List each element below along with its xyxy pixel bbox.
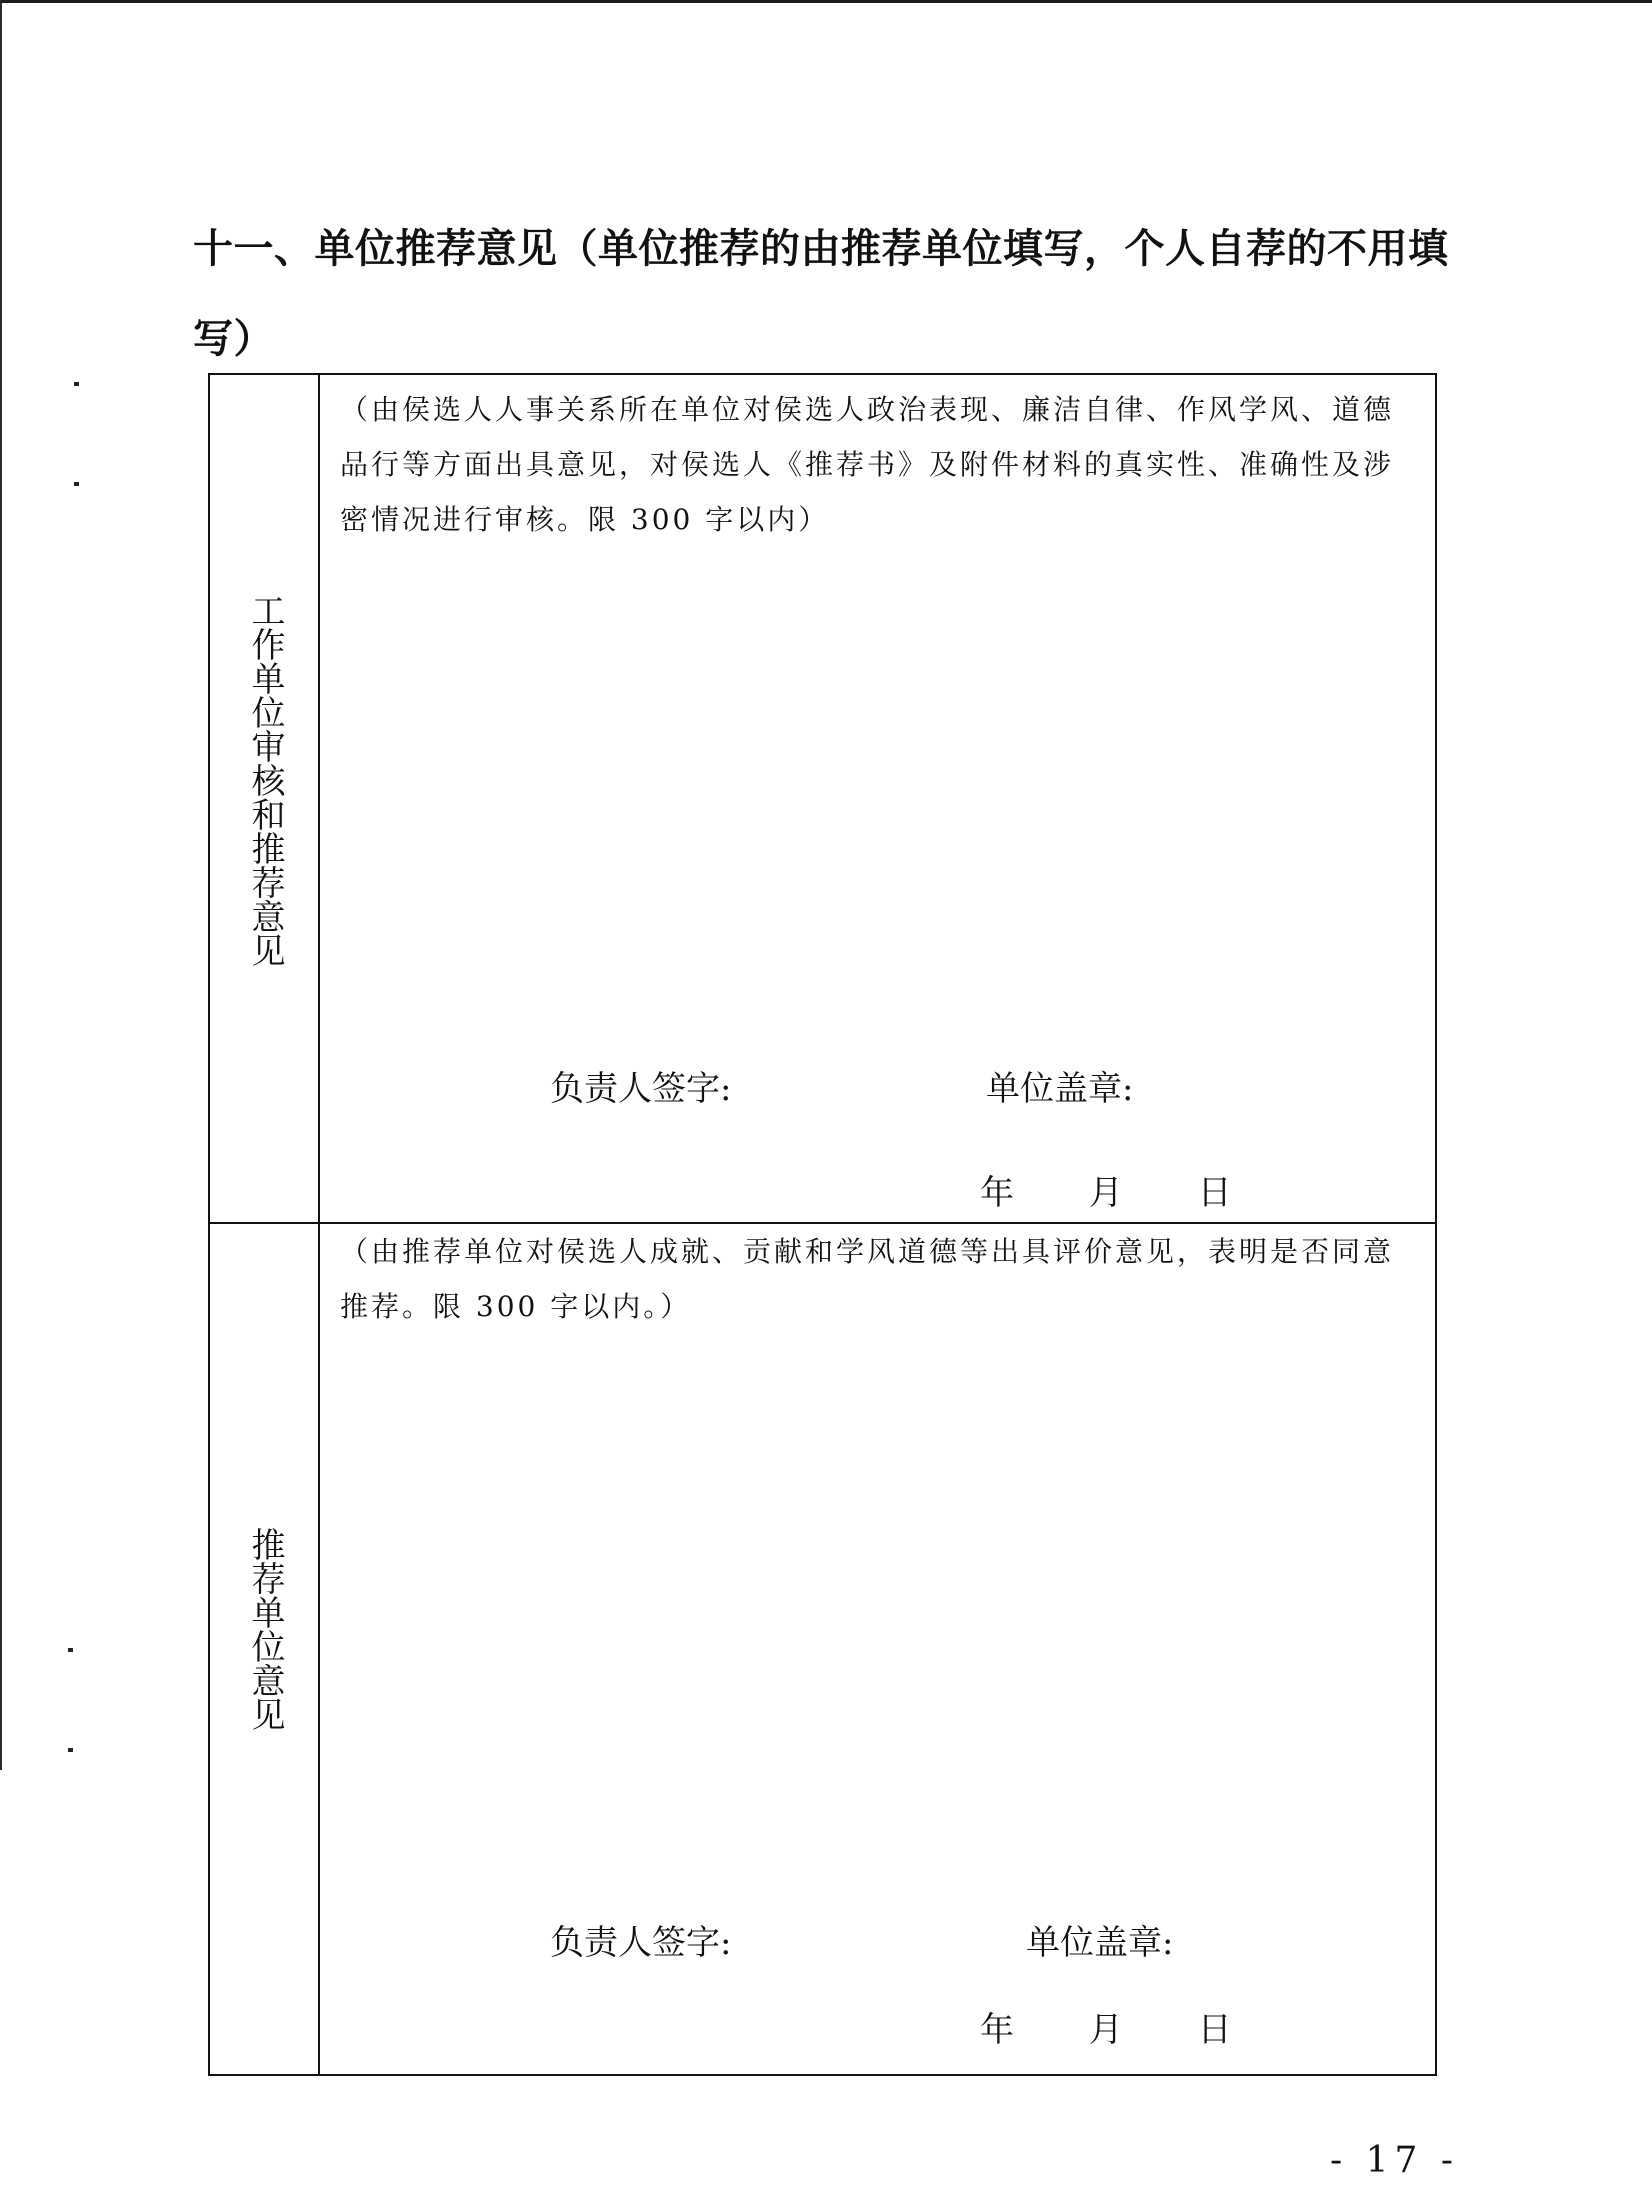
- work-unit-day-label: 日: [1197, 1173, 1232, 1213]
- recommending-unit-day-label: 日: [1197, 2010, 1232, 2050]
- recommending-unit-content-cell[interactable]: [320, 1222, 1435, 2074]
- work-unit-date-row: [980, 1165, 1232, 1214]
- section-title: 十一、单位推荐意见（单位推荐的由推荐单位填写，个人自荐的不用填写）: [193, 226, 1449, 362]
- work-unit-instructions: （由侯选人人事关系所在单位对侯选人政治表现、廉洁自律、作风学风、道德品行等方面出具意见，对侯选人《推荐书》及附件材料的真实性、准确性及涉密情况进行审核。限 300 字以内）: [340, 393, 1395, 536]
- scan-speck: [68, 1748, 73, 1752]
- recommending-unit-signature-label: 负责人签字:: [550, 1923, 732, 1963]
- scan-top-border: [0, 0, 1652, 3]
- page-number: - 17 -: [1330, 2140, 1460, 2181]
- work-unit-label: 工作单位审核和推荐意见: [245, 593, 285, 967]
- scan-speck: [68, 1648, 73, 1652]
- scan-speck: [74, 482, 79, 486]
- work-unit-signature-label: 负责人签字:: [550, 1069, 732, 1109]
- work-unit-seal-label: 单位盖章:: [986, 1069, 1134, 1109]
- scan-speck: [74, 382, 79, 386]
- recommending-unit-instructions: （由推荐单位对侯选人成就、贡献和学风道德等出具评价意见，表明是否同意推荐。限 300 字以内。）: [340, 1235, 1395, 1323]
- recommending-unit-date-row: [980, 2002, 1232, 2051]
- work-unit-month-label: 月: [1088, 1173, 1123, 1213]
- work-unit-label-cell: [210, 375, 320, 1222]
- work-unit-content-cell[interactable]: [320, 375, 1435, 1222]
- work-unit-year-label: 年: [980, 1173, 1014, 1213]
- work-unit-opinion-section: [210, 375, 1435, 1224]
- recommending-unit-opinion-section: [210, 1222, 1435, 2074]
- recommending-unit-label-cell: [210, 1222, 320, 2074]
- recommending-unit-label: 推荐单位意见: [245, 1527, 285, 1731]
- recommending-unit-year-label: 年: [980, 2010, 1014, 2050]
- scan-left-edge: [0, 0, 2, 1770]
- recommending-unit-month-label: 月: [1088, 2010, 1123, 2050]
- recommendation-form-table: [208, 373, 1437, 2076]
- recommending-unit-seal-label: 单位盖章:: [1026, 1923, 1174, 1963]
